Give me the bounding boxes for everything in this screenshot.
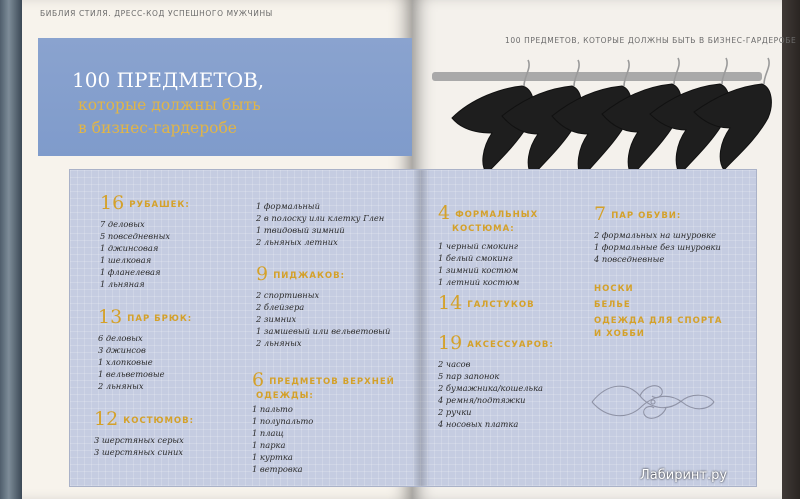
jackets-list bbox=[256, 289, 390, 349]
outerwear-label-2: ОДЕЖДЫ: bbox=[256, 391, 314, 401]
shoes-list bbox=[594, 229, 721, 265]
trousers-label: ПАР БРЮК: bbox=[127, 314, 193, 324]
list-item: 3 шерстяных синих bbox=[94, 447, 184, 457]
watermark-logo: Лабиринт.ру bbox=[640, 468, 728, 483]
section-suits-continued bbox=[256, 196, 384, 248]
section-shoes bbox=[594, 203, 721, 265]
list-item: 1 твидовый зимний bbox=[256, 225, 345, 235]
running-head-right: 100 ПРЕДМЕТОВ, КОТОРЫЕ ДОЛЖНЫ БЫТЬ В БИЗНЕС-ГАРДЕРОБЕ bbox=[505, 36, 797, 45]
list-item: 1 зимний костюм bbox=[438, 265, 519, 275]
list-item: 7 деловых bbox=[100, 219, 145, 229]
list-item: 3 джинсов bbox=[98, 345, 146, 355]
list-item: 1 черный смокинг bbox=[438, 241, 518, 251]
shoes-count: 7 bbox=[594, 203, 607, 225]
list-item: 2 в полоску или клетку Глен bbox=[256, 213, 385, 223]
list-item: 4 носовых платка bbox=[438, 419, 519, 429]
list-item: 2 формальных на шнуровке bbox=[594, 230, 717, 240]
section-ties bbox=[438, 292, 535, 314]
suits-list bbox=[94, 434, 194, 458]
running-head-left: БИБЛИЯ СТИЛЯ. ДРЕСС-КОД УСПЕШНОГО МУЖЧИНЫ bbox=[40, 9, 273, 18]
list-item: 2 часов bbox=[438, 359, 471, 369]
list-item: 5 повседневных bbox=[100, 231, 171, 241]
list-item: 2 льняных летних bbox=[256, 237, 338, 247]
accessories-label: АКСЕССУАРОВ: bbox=[467, 340, 554, 350]
hanger-hook-icon bbox=[764, 58, 769, 84]
formal-suits-count: 4 bbox=[438, 202, 451, 224]
list-item: 5 пар запонок bbox=[438, 371, 500, 381]
section-trousers bbox=[98, 306, 192, 392]
title-line-3: в бизнес-гардеробе bbox=[78, 119, 237, 137]
extras-socks: НОСКИ bbox=[594, 284, 634, 294]
list-item: 2 спортивных bbox=[256, 290, 320, 300]
section-outerwear bbox=[252, 369, 395, 475]
extras-sport-clothes: ОДЕЖДА ДЛЯ СПОРТА bbox=[594, 316, 723, 326]
list-item: 6 деловых bbox=[98, 333, 143, 343]
jackets-label: ПИДЖАКОВ: bbox=[273, 271, 346, 281]
trousers-list bbox=[98, 332, 192, 392]
clothes-rail bbox=[432, 72, 762, 81]
list-item: 3 шерстяных серых bbox=[94, 435, 184, 445]
list-item: 4 ремня/подтяжки bbox=[438, 395, 526, 405]
section-accessories bbox=[438, 332, 554, 430]
suits-label: КОСТЮМОВ: bbox=[123, 416, 195, 426]
formal-suits-label: ФОРМАЛЬНЫХ bbox=[455, 210, 539, 220]
extras-hobby: И ХОББИ bbox=[594, 329, 645, 339]
list-item: 2 ручки bbox=[438, 407, 472, 417]
outerwear-count: 6 bbox=[252, 369, 265, 391]
suits-continued-list bbox=[256, 200, 384, 248]
title-line-2: которые должны быть bbox=[78, 96, 261, 114]
list-item: 1 куртка bbox=[252, 452, 293, 462]
extras-underwear: БЕЛЬЕ bbox=[594, 300, 631, 310]
list-item: 1 хлопковые bbox=[98, 357, 153, 367]
list-item: 1 полупальто bbox=[252, 416, 314, 426]
list-item: 2 зимних bbox=[256, 314, 297, 324]
book-edge-left bbox=[0, 0, 22, 499]
list-item: 1 льняная bbox=[100, 279, 145, 289]
list-item: 4 повседневные bbox=[594, 254, 665, 264]
list-item: 1 белый смокинг bbox=[438, 253, 513, 263]
outerwear-list bbox=[252, 403, 395, 475]
list-item: 2 блейзера bbox=[256, 302, 305, 312]
list-item: 1 парка bbox=[252, 440, 286, 450]
ties-count: 14 bbox=[438, 292, 463, 314]
list-item: 1 шелковая bbox=[100, 255, 152, 265]
ties-label: ГАЛСТУКОВ bbox=[467, 300, 535, 310]
list-item: 2 льняных bbox=[256, 338, 302, 348]
shoes-label: ПАР ОБУВИ: bbox=[611, 211, 682, 221]
jackets-count: 9 bbox=[256, 263, 269, 285]
list-item: 2 льняных bbox=[98, 381, 144, 391]
section-shirts bbox=[100, 192, 190, 290]
list-item: 1 летний костюм bbox=[438, 277, 520, 287]
shirts-count: 16 bbox=[100, 192, 125, 214]
list-item: 2 бумажника/кошелька bbox=[438, 383, 543, 393]
list-item: 1 ветровка bbox=[252, 464, 303, 474]
section-jackets bbox=[256, 263, 390, 349]
formal-suits-label-2: КОСТЮМА: bbox=[452, 224, 515, 234]
list-item: 1 замшевый или вельветовый bbox=[256, 326, 391, 336]
outerwear-label: ПРЕДМЕТОВ ВЕРХНЕЙ bbox=[269, 377, 395, 387]
shirts-label: РУБАШЕК: bbox=[129, 200, 190, 210]
section-formal-suits bbox=[438, 202, 538, 288]
shirts-list bbox=[100, 218, 190, 290]
ornament-flourish-icon bbox=[588, 372, 718, 428]
list-item: 1 фланелевая bbox=[100, 267, 161, 277]
panel-gutter bbox=[412, 170, 430, 486]
formal-suits-list bbox=[438, 240, 538, 288]
list-item: 1 плащ bbox=[252, 428, 284, 438]
accessories-count: 19 bbox=[438, 332, 463, 354]
trousers-count: 13 bbox=[98, 306, 123, 328]
list-item: 1 формальные без шнуровки bbox=[594, 242, 721, 252]
list-item: 1 вельветовые bbox=[98, 369, 165, 379]
list-item: 1 джинсовая bbox=[100, 243, 159, 253]
suits-count: 12 bbox=[94, 408, 119, 430]
list-item: 1 формальный bbox=[256, 201, 320, 211]
accessories-list bbox=[438, 358, 554, 430]
title-line-1: 100 ПРЕДМЕТОВ, bbox=[72, 68, 265, 92]
section-suits bbox=[94, 408, 194, 458]
list-item: 1 пальто bbox=[252, 404, 293, 414]
section-extras bbox=[594, 283, 722, 341]
